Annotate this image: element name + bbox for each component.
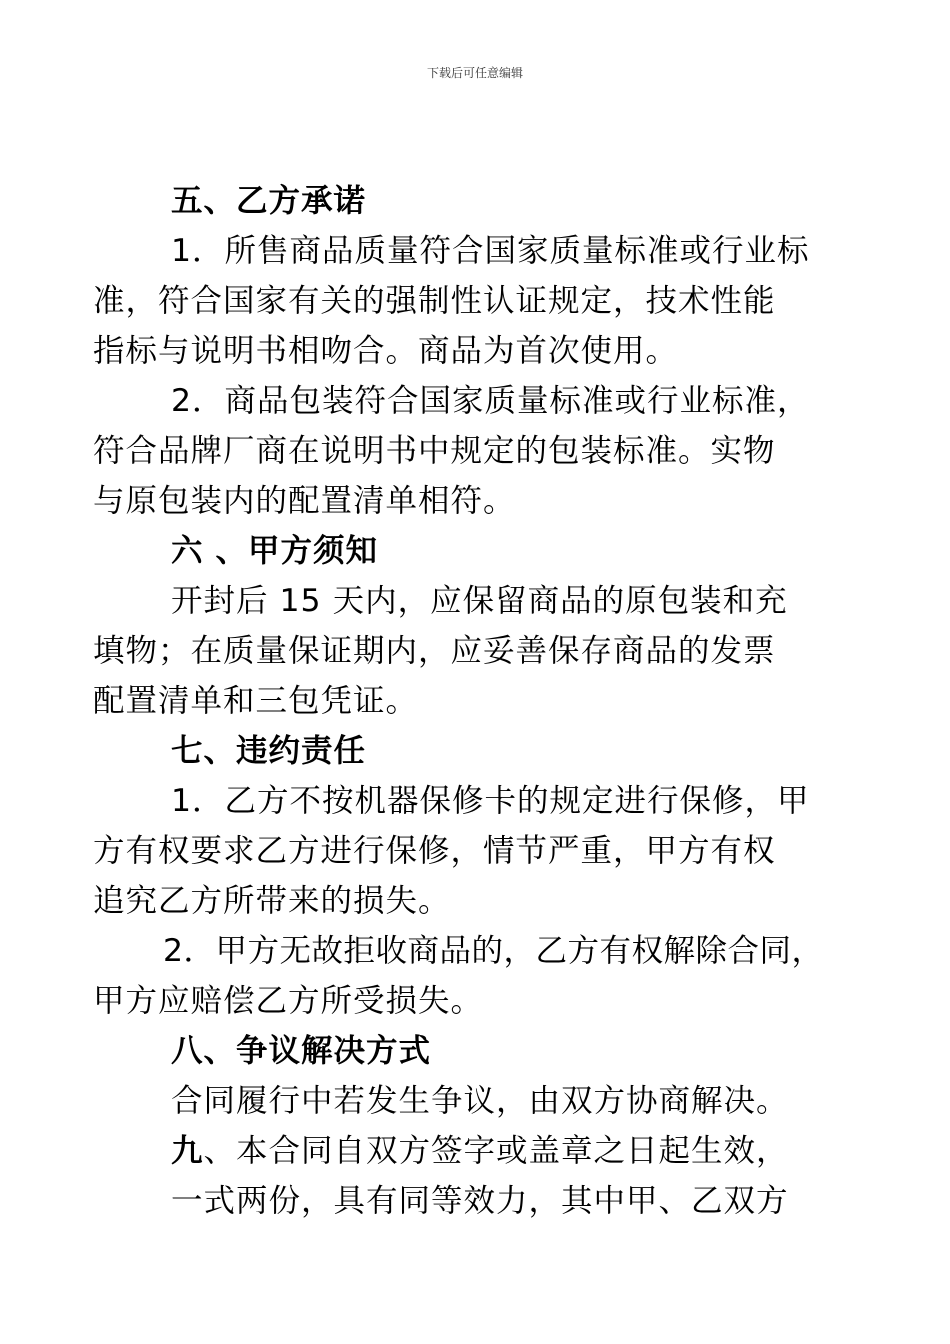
paragraph-line: 配置清单和三包凭证。 (93, 683, 419, 719)
paragraph-line: 2．商品包装符合国家质量标准或行业标准， (171, 383, 810, 419)
paragraph-line: 指标与说明书相吻合。商品为首次使用。 (93, 333, 679, 369)
paragraph-line: 1．乙方不按机器保修卡的规定进行保修，甲 (171, 783, 810, 819)
paragraph-line: 一式两份，具有同等效力，其中甲、乙双方 (171, 1183, 789, 1219)
paragraph-line: 2．甲方无故拒收商品的，乙方有权解除合同， (163, 933, 824, 969)
section-title-8: 八、争议解决方式 (171, 1033, 432, 1069)
paragraph-line: 方有权要求乙方进行保修，情节严重，甲方有权 (93, 833, 776, 869)
section-title-5: 五、乙方承诺 (171, 183, 367, 219)
paragraph-line: 准，符合国家有关的强制性认证规定，技术性能 (93, 283, 776, 319)
paragraph-line: 符合品牌厂商在说明书中规定的包装标准。实物 (93, 433, 776, 469)
paragraph-line: 追究乙方所带来的损失。 (93, 883, 451, 919)
paragraph-line-9 (93, 1126, 868, 1176)
section-title-7: 七、违约责任 (171, 733, 367, 769)
paragraph-line: 甲方应赔偿乙方所受损失。 (93, 983, 484, 1019)
document-body (93, 176, 868, 1226)
paragraph-line: 填物；在质量保证期内，应妥善保存商品的发票 (93, 633, 776, 669)
paragraph-text: 、本合同自双方签字或盖章之日起生效， (203, 1133, 789, 1169)
paragraph-line: 合同履行中若发生争议，由双方协商解决。 (171, 1083, 789, 1119)
paragraph-line: 与原包装内的配置清单相符。 (93, 483, 516, 519)
page-header: 下载后可任意编辑 (426, 66, 523, 80)
section-number-9: 九 (171, 1133, 204, 1169)
paragraph-line: 开封后 15 天内，应保留商品的原包装和充 (171, 583, 788, 619)
section-title-6: 六 、甲方须知 (171, 533, 378, 569)
paragraph-line: 1．所售商品质量符合国家质量标准或行业标 (171, 233, 810, 269)
